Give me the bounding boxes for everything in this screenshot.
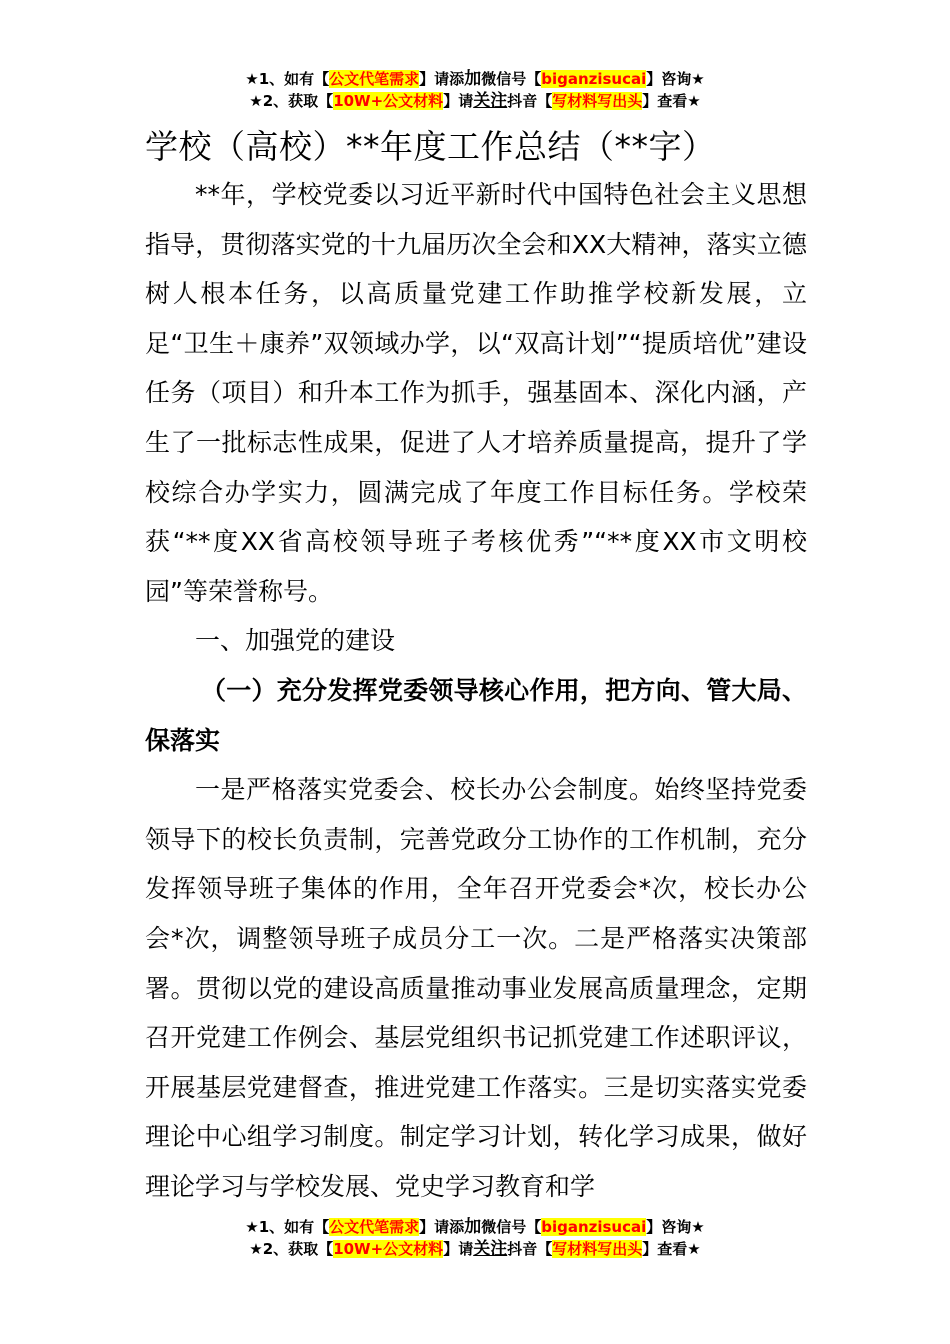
banner-text: 抖音【 [507,1240,553,1258]
banner-line-1 [0,1216,950,1238]
banner-text: ★1、如有【 [245,70,330,88]
banner-text: 】咨询★ [646,70,705,88]
banner-text: 】请 [443,1240,474,1258]
banner-douyin-id: 写材料写出头 [552,92,643,110]
document-title: 学校（高校）**年度工作总结（**字） [145,127,716,166]
banner-text: 】咨询★ [646,1218,705,1236]
banner-wechat-id: biganzisucai [541,70,647,88]
footer-banner [0,1216,950,1260]
banner-text: ★1、如有【 [245,1218,330,1236]
subsection-heading: （一）充分发挥党委领导核心作用，把方向、管大局、保落实 [145,675,807,755]
header-banner [0,68,950,112]
banner-text: 微信号【 [481,70,542,88]
banner-text: 】查看★ [642,1240,701,1258]
banner-douyin-id: 写材料写出头 [552,1240,643,1258]
intro-paragraph: **年，学校党委以习近平新时代中国特色社会主义思想指导，贯彻落实党的十九届历次全会和XX大精神，落实立德树人根本任务，以高质量党建工作助推学校新发展，立足“卫生＋康养”双领域办学，以“双高计划”“提质培优”建设任务（项目）和升本工作为抓手，强基固本、深化内涵，产生了一批标志性成果，促进了人才培养质量提高，提升了学校综合办学实力，圆满完成了年度工作目标任务。学校荣获“**度XX省高校领导班子考核优秀”“**度XX市文明校园”等荣誉称号。 [145,180,807,606]
banner-highlight: 10W+公文材料 [333,1240,444,1258]
banner-wechat-id: biganzisucai [541,1218,647,1236]
banner-text: 关注 [473,91,508,111]
banner-highlight: 公文代笔需求 [329,70,420,88]
banner-highlight: 10W+公文材料 [333,92,444,110]
body-paragraph: 一是严格落实党委会、校长办公会制度。始终坚持党委领导下的校长负责制，完善党政分工协作的工作机制，充分发挥领导班子集体的作用，全年召开党委会*次，校长办公会*次，调整领导班子成员分工一次。二是严格落实决策部署。贯彻以党的建设高质量推动事业发展高质量理念，定期召开党建工作例会、基层党组织书记抓党建工作述职评议，开展基层党建督查，推进党建工作落实。三是切实落实党委理论中心组学习制度。制定学习计划，转化学习成果，做好理论学习与学校发展、党史学习教育和学 [145,775,807,1201]
banner-highlight: 公文代笔需求 [329,1218,420,1236]
banner-text: 】请添 [419,1218,465,1236]
banner-text: 】请添 [419,70,465,88]
banner-text: 关注 [473,1239,508,1259]
banner-text: ★2、获取【 [249,92,334,110]
banner-line-2 [0,1238,950,1260]
banner-text: 加 [464,1217,482,1237]
document-body [145,124,807,1211]
banner-text: 抖音【 [507,92,553,110]
section-heading: 一、加强党的建设 [195,626,396,656]
banner-text: 微信号【 [481,1218,542,1236]
banner-text: ★2、获取【 [249,1240,334,1258]
banner-text: 加 [464,69,482,89]
banner-line-2 [0,90,950,112]
banner-text: 】查看★ [642,92,701,110]
banner-line-1 [0,68,950,90]
banner-text: 】请 [443,92,474,110]
